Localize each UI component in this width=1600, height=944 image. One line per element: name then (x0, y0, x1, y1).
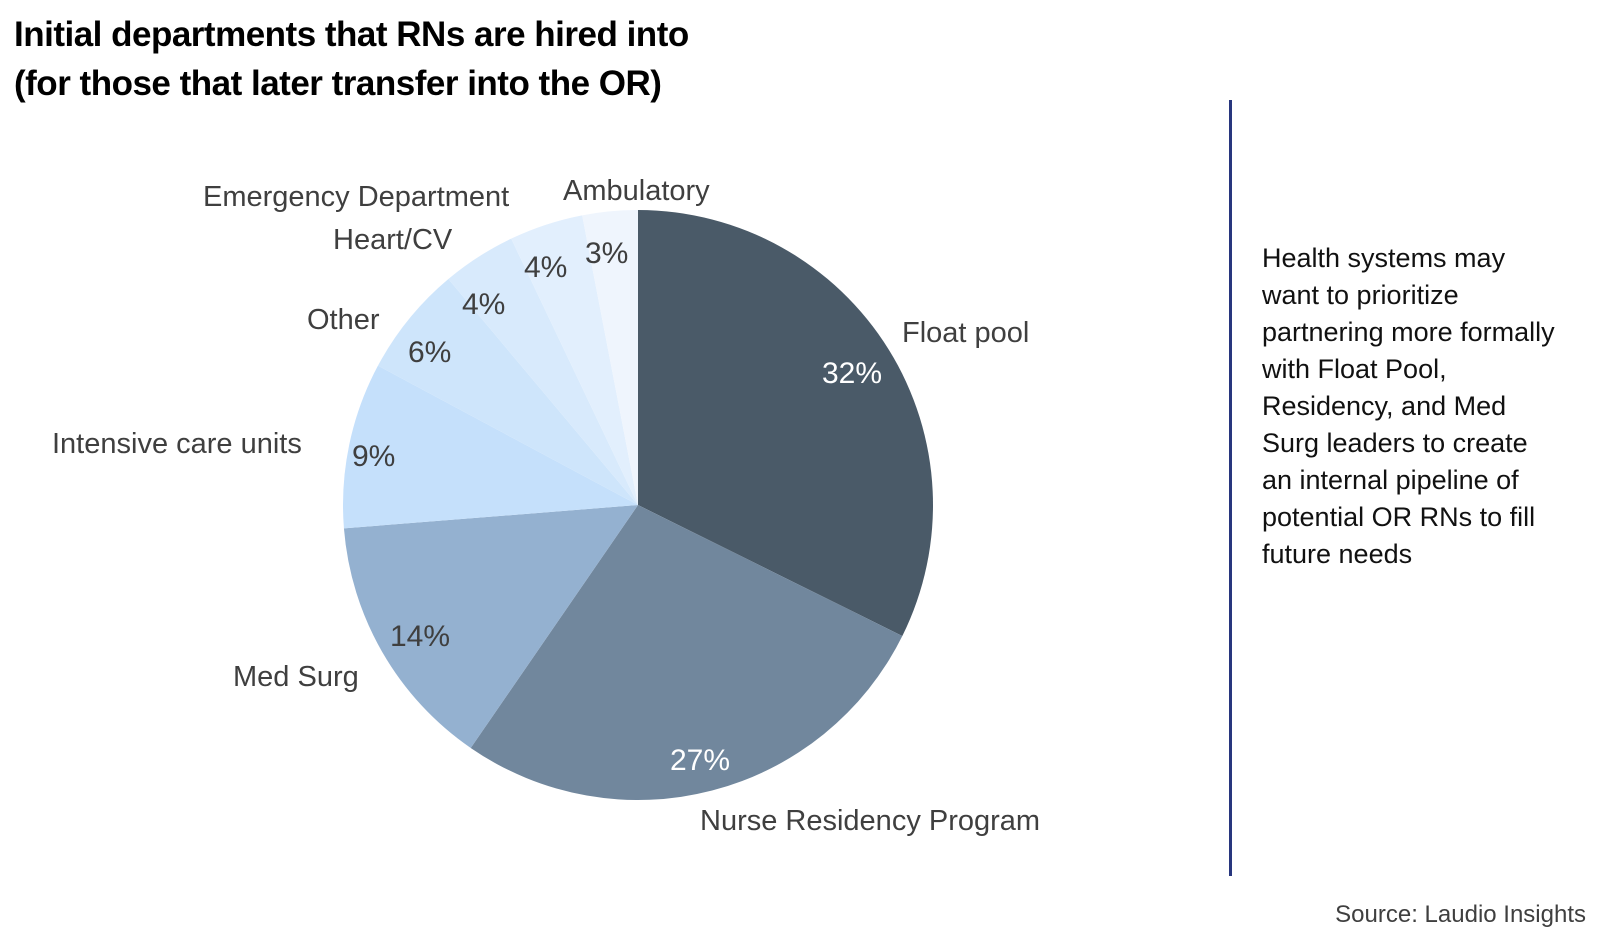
slice-label-other: Other (307, 304, 380, 336)
slice-label-heart-cv: Heart/CV (333, 224, 453, 256)
pie-chart (318, 185, 958, 825)
slice-label-nurse-residency-program: Nurse Residency Program (700, 805, 1041, 837)
chart-title (14, 10, 689, 108)
source-attribution: Source: Laudio Insights (1335, 901, 1586, 928)
slice-value-other: 6% (408, 336, 452, 369)
slice-label-ambulatory: Ambulatory (563, 175, 710, 207)
slice-label-emergency-department: Emergency Department (203, 181, 510, 213)
slice-value-emergency-department: 4% (524, 251, 568, 284)
slice-value-float-pool: 32% (822, 357, 883, 390)
slice-label-intensive-care-units: Intensive care units (52, 428, 302, 460)
chart-title-line-1: Initial departments that RNs are hired into (14, 15, 689, 54)
slice-value-nurse-residency-program: 27% (670, 744, 731, 777)
slice-label-med-surg: Med Surg (233, 661, 359, 693)
vertical-divider-line (1229, 100, 1232, 876)
chart-title-line-2: (for those that later transfer into the OR) (14, 64, 662, 103)
slice-label-float-pool: Float pool (902, 317, 1030, 349)
slice-value-ambulatory: 3% (585, 237, 629, 270)
insight-note: Health systems may want to prioritize partnering more formally with Float Pool, Residency, and Med Surg leaders to create an internal pipeline of potential OR RNs to fill future needs (1262, 243, 1555, 569)
slice-value-med-surg: 14% (390, 620, 451, 653)
slice-value-heart-cv: 4% (462, 288, 506, 321)
slice-value-intensive-care-units: 9% (352, 440, 396, 473)
